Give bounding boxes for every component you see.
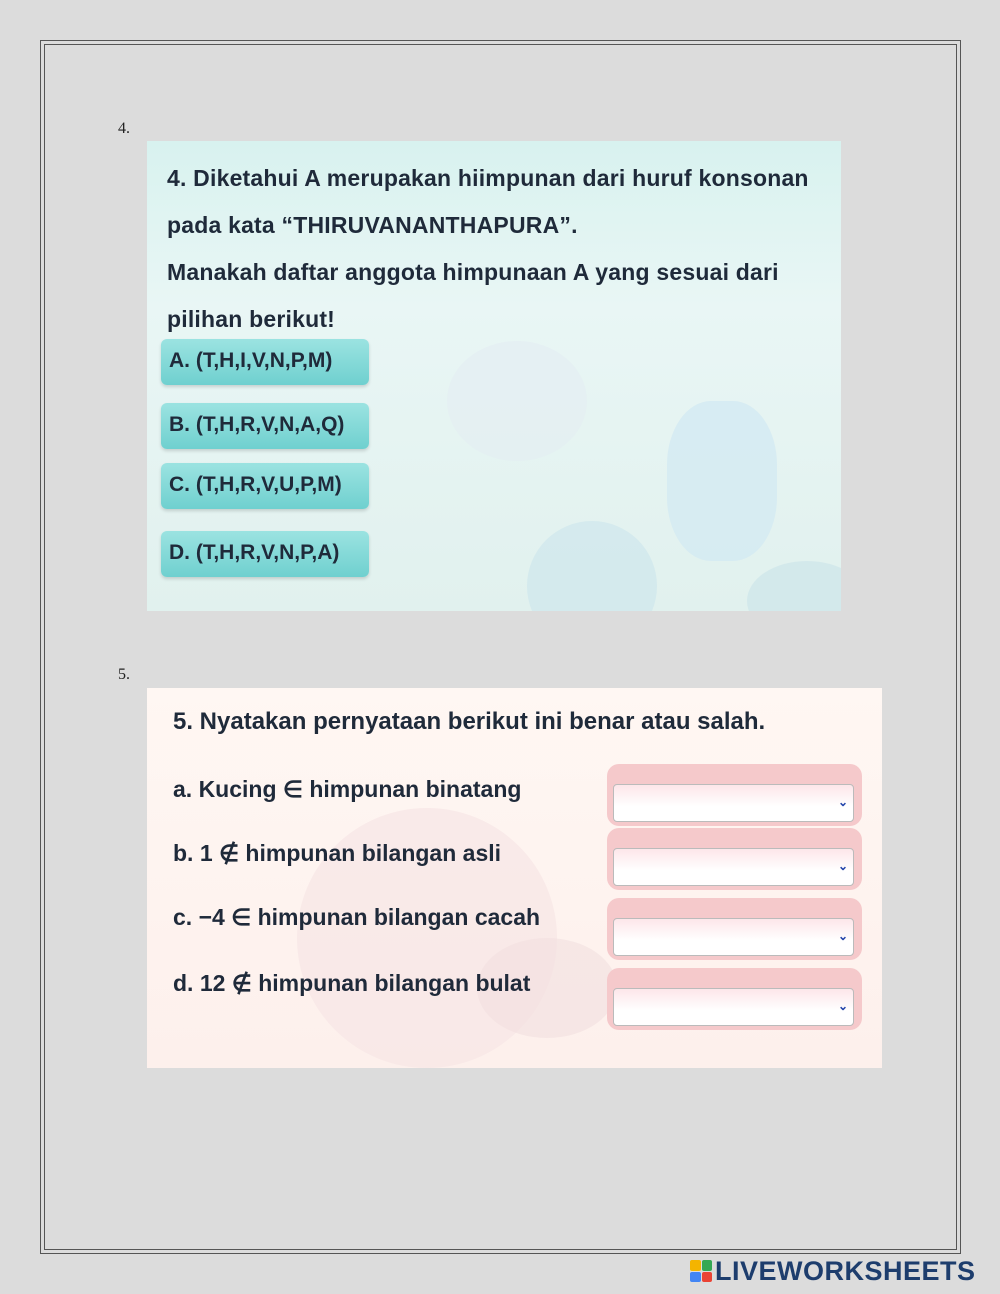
answer-select-d[interactable] (613, 988, 854, 1026)
question-4-line: 4. Diketahui A merupakan hiimpunan dari huruf konsonan (167, 165, 809, 191)
question-5-number: 5. (118, 666, 130, 683)
logo-square (690, 1272, 701, 1283)
background-decoration (527, 521, 657, 611)
statement-a: a. Kucing ∈ himpunan binatang (173, 776, 522, 802)
background-decoration (747, 561, 841, 611)
question-4-text (167, 155, 812, 343)
answer-select-a[interactable] (613, 784, 854, 822)
background-decoration (667, 401, 777, 561)
option-d-button[interactable] (161, 531, 369, 577)
brand-name: LIVEWORKSHEETS (715, 1255, 976, 1286)
chevron-down-icon: ⌄ (837, 999, 848, 1013)
answer-box-b (607, 828, 862, 890)
question-4-line: pilihan berikut! (167, 306, 336, 332)
option-c-button[interactable] (161, 463, 369, 509)
option-c-label: C. (T,H,R,V,U,P,M) (169, 473, 342, 496)
statement-b: b. 1 ∉ himpunan bilangan asli (173, 840, 502, 866)
question-5-title: 5. Nyatakan pernyataan berikut ini benar atau salah. (173, 708, 766, 735)
logo-square (690, 1260, 701, 1271)
question-4-panel (147, 141, 841, 611)
chevron-down-icon: ⌄ (837, 795, 848, 809)
answer-box-a (607, 764, 862, 826)
background-decoration (447, 341, 587, 461)
option-d-label: D. (T,H,R,V,N,P,A) (169, 541, 340, 564)
liveworksheets-logo-icon (690, 1260, 712, 1282)
answer-box-d (607, 968, 862, 1030)
liveworksheets-brand[interactable] (690, 1256, 976, 1286)
answer-select-c[interactable] (613, 918, 854, 956)
statement-c: c. −4 ∈ himpunan bilangan cacah (173, 904, 541, 930)
option-a-label: A. (T,H,I,V,N,P,M) (169, 349, 333, 372)
option-b-label: B. (T,H,R,V,N,A,Q) (169, 413, 345, 436)
logo-square (702, 1260, 713, 1271)
chevron-down-icon: ⌄ (837, 859, 848, 873)
option-a-button[interactable] (161, 339, 369, 385)
question-4-number: 4. (118, 120, 130, 137)
answer-box-c (607, 898, 862, 960)
question-5-panel (147, 688, 882, 1068)
logo-square (702, 1272, 713, 1283)
chevron-down-icon: ⌄ (837, 929, 848, 943)
answer-select-b[interactable] (613, 848, 854, 886)
question-4-line: pada kata “THIRUVANANTHAPURA”. (167, 212, 578, 238)
option-b-button[interactable] (161, 403, 369, 449)
question-4-line: Manakah daftar anggota himpunaan A yang sesuai dari (167, 259, 779, 285)
statement-d: d. 12 ∉ himpunan bilangan bulat (173, 970, 531, 996)
